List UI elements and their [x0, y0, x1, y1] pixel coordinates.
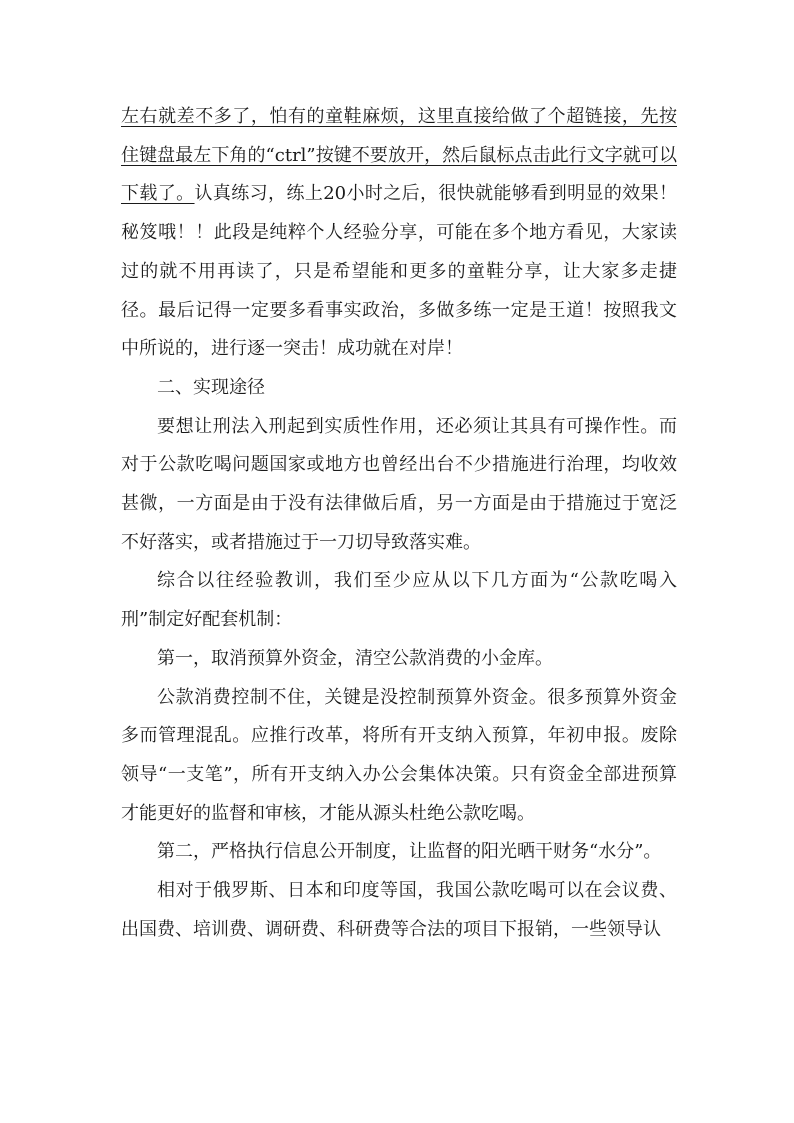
paragraph-operability: 要想让刑法入刑起到实质性作用，还必须让其具有可操作性。而对于公款吃喝问题国家或地方也曾经出台不少措施进行治理，均收效甚微，一方面是由于没有法律做后盾，另一方面是由于措施过于宽泛不好落实，或者措施过于一刀切导致落实难。: [121, 415, 677, 553]
paragraph-download-tip-text: 认真练习，练上20小时之后，很快就能够看到明显的效果！秘笈哦！！此段是纯粹个人经验分享，可能在多个地方看见，大家读过的就不用再读了，只是希望能和更多的童鞋分享，让大家多走捷径。最后记得一定要多看事实政治，多做多练一定是王道！按照我文中所说的，进行逐一突击！成功就在对岸！: [121, 183, 677, 360]
point-two-heading: 第二，严格执行信息公开制度，让监督的阳光晒干财务“水分”。: [157, 841, 662, 863]
paragraph-download-tip: [121, 98, 677, 369]
paragraph-comparison: 相对于俄罗斯、日本和印度等国，我国公款吃喝可以在会议费、出国费、培训费、调研费、科研费等合法的项目下报销，一些领导认: [121, 880, 677, 940]
point-one-heading: 第一，取消预算外资金，清空公款消费的小金库。: [157, 647, 553, 669]
section-heading-implementation: 二、实现途径: [157, 376, 265, 398]
download-hyperlink[interactable]: 左右就差不多了，怕有的童鞋麻烦，这里直接给做了个超链接，先按住键盘最左下角的“ctrl”按键不要放开，然后鼠标点击此行文字就可以下载了。: [121, 106, 677, 205]
paragraph-mechanism-intro: 综合以往经验教训，我们至少应从以下几方面为“公款吃喝入刑”制定好配套机制：: [121, 570, 677, 631]
paragraph-budget-control: 公款消费控制不住，关键是没控制预算外资金。很多预算外资金多而管理混乱。应推行改革，将所有开支纳入预算，年初申报。废除领导“一支笔”，所有开支纳入办公会集体决策。只有资金全部进预算才能更好的监督和审核，才能从源头杜绝公款吃喝。: [121, 686, 677, 824]
document-body: [121, 98, 677, 949]
